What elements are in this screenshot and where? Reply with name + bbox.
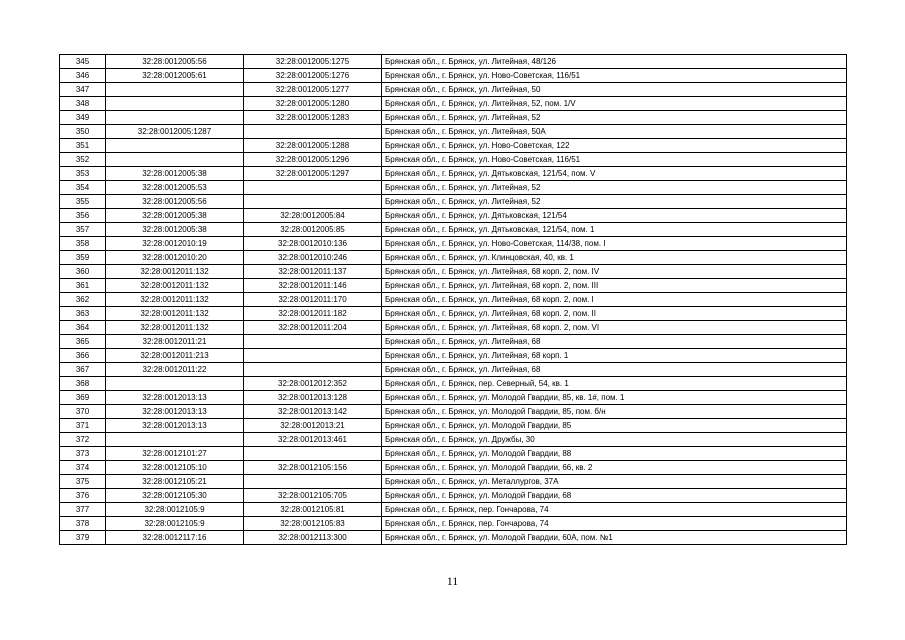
object-cadastral-number-cell: 32:28:0012010:246	[244, 251, 382, 265]
object-cadastral-number-cell	[244, 475, 382, 489]
land-cadastral-number-cell: 32:28:0012101:27	[106, 447, 244, 461]
land-cadastral-number-cell	[106, 83, 244, 97]
land-cadastral-number-cell: 32:28:0012105:10	[106, 461, 244, 475]
table-row	[60, 181, 847, 195]
row-number-cell: 378	[60, 517, 106, 531]
table-row	[60, 405, 847, 419]
address-cell: Брянская обл., г. Брянск, ул. Молодой Гвардии, 85, кв. 1#, пом. 1	[382, 391, 847, 405]
page-number: 11	[446, 574, 459, 588]
address-cell: Брянская обл., г. Брянск, ул. Литейная, 50А	[382, 125, 847, 139]
table-row	[60, 251, 847, 265]
land-cadastral-number-cell: 32:28:0012117:16	[106, 531, 244, 545]
row-number-cell: 368	[60, 377, 106, 391]
row-number-cell: 345	[60, 55, 106, 69]
land-cadastral-number-cell: 32:28:0012005:38	[106, 167, 244, 181]
table-row	[60, 349, 847, 363]
land-cadastral-number-cell: 32:28:0012011:21	[106, 335, 244, 349]
row-number-cell: 357	[60, 223, 106, 237]
object-cadastral-number-cell: 32:28:0012013:142	[244, 405, 382, 419]
table-row	[60, 461, 847, 475]
row-number-cell: 351	[60, 139, 106, 153]
address-cell: Брянская обл., г. Брянск, ул. Молодой Гвардии, 85, пом. б/н	[382, 405, 847, 419]
table-row	[60, 69, 847, 83]
row-number-cell: 362	[60, 293, 106, 307]
address-cell: Брянская обл., г. Брянск, ул. Ново-Советская, 116/51	[382, 69, 847, 83]
object-cadastral-number-cell: 32:28:0012005:1296	[244, 153, 382, 167]
row-number-cell: 356	[60, 209, 106, 223]
land-cadastral-number-cell: 32:28:0012005:53	[106, 181, 244, 195]
table-row	[60, 237, 847, 251]
object-cadastral-number-cell: 32:28:0012011:137	[244, 265, 382, 279]
row-number-cell: 355	[60, 195, 106, 209]
object-cadastral-number-cell: 32:28:0012011:182	[244, 307, 382, 321]
object-cadastral-number-cell	[244, 181, 382, 195]
object-cadastral-number-cell	[244, 363, 382, 377]
address-cell: Брянская обл., г. Брянск, ул. Ново-Советская, 116/51	[382, 153, 847, 167]
row-number-cell: 371	[60, 419, 106, 433]
object-cadastral-number-cell: 32:28:0012010:136	[244, 237, 382, 251]
table-row	[60, 363, 847, 377]
table-row	[60, 223, 847, 237]
object-cadastral-number-cell: 32:28:0012105:156	[244, 461, 382, 475]
address-cell: Брянская обл., г. Брянск, ул. Ново-Советская, 114/38, пом. I	[382, 237, 847, 251]
row-number-cell: 374	[60, 461, 106, 475]
address-cell: Брянская обл., г. Брянск, ул. Дятьковская, 121/54, пом. V	[382, 167, 847, 181]
land-cadastral-number-cell: 32:28:0012005:56	[106, 195, 244, 209]
land-cadastral-number-cell	[106, 153, 244, 167]
object-cadastral-number-cell: 32:28:0012113:300	[244, 531, 382, 545]
land-cadastral-number-cell: 32:28:0012005:1287	[106, 125, 244, 139]
land-cadastral-number-cell: 32:28:0012011:132	[106, 307, 244, 321]
row-number-cell: 377	[60, 503, 106, 517]
row-number-cell: 361	[60, 279, 106, 293]
table-row	[60, 419, 847, 433]
address-cell: Брянская обл., г. Брянск, пер. Гончарова, 74	[382, 517, 847, 531]
row-number-cell: 346	[60, 69, 106, 83]
object-cadastral-number-cell: 32:28:0012013:21	[244, 419, 382, 433]
registry-table-body	[60, 55, 847, 545]
table-row	[60, 321, 847, 335]
table-row	[60, 139, 847, 153]
row-number-cell: 376	[60, 489, 106, 503]
table-row	[60, 97, 847, 111]
address-cell: Брянская обл., г. Брянск, ул. Литейная, 48/126	[382, 55, 847, 69]
row-number-cell: 375	[60, 475, 106, 489]
table-row	[60, 167, 847, 181]
row-number-cell: 348	[60, 97, 106, 111]
object-cadastral-number-cell: 32:28:0012012:352	[244, 377, 382, 391]
address-cell: Брянская обл., г. Брянск, пер. Гончарова, 74	[382, 503, 847, 517]
land-cadastral-number-cell: 32:28:0012005:38	[106, 223, 244, 237]
row-number-cell: 352	[60, 153, 106, 167]
table-row	[60, 475, 847, 489]
object-cadastral-number-cell: 32:28:0012011:204	[244, 321, 382, 335]
land-cadastral-number-cell: 32:28:0012105:9	[106, 503, 244, 517]
table-row	[60, 503, 847, 517]
table-row	[60, 377, 847, 391]
row-number-cell: 358	[60, 237, 106, 251]
address-cell: Брянская обл., г. Брянск, ул. Литейная, 68 корп. 2, пом. I	[382, 293, 847, 307]
object-cadastral-number-cell: 32:28:0012005:1280	[244, 97, 382, 111]
property-registry-table	[59, 54, 847, 545]
address-cell: Брянская обл., г. Брянск, ул. Молодой Гвардии, 85	[382, 419, 847, 433]
row-number-cell: 360	[60, 265, 106, 279]
object-cadastral-number-cell: 32:28:0012005:1288	[244, 139, 382, 153]
land-cadastral-number-cell: 32:28:0012010:19	[106, 237, 244, 251]
address-cell: Брянская обл., г. Брянск, ул. Молодой Гвардии, 88	[382, 447, 847, 461]
land-cadastral-number-cell	[106, 97, 244, 111]
table-row	[60, 279, 847, 293]
land-cadastral-number-cell: 32:28:0012013:13	[106, 419, 244, 433]
table-row	[60, 307, 847, 321]
object-cadastral-number-cell: 32:28:0012005:1283	[244, 111, 382, 125]
land-cadastral-number-cell	[106, 139, 244, 153]
table-row	[60, 153, 847, 167]
address-cell: Брянская обл., г. Брянск, ул. Литейная, 52	[382, 111, 847, 125]
object-cadastral-number-cell	[244, 335, 382, 349]
object-cadastral-number-cell: 32:28:0012011:170	[244, 293, 382, 307]
address-cell: Брянская обл., г. Брянск, ул. Молодой Гвардии, 60А, пом. №1	[382, 531, 847, 545]
address-cell: Брянская обл., г. Брянск, ул. Литейная, 52, пом. 1/V	[382, 97, 847, 111]
object-cadastral-number-cell	[244, 125, 382, 139]
object-cadastral-number-cell: 32:28:0012011:146	[244, 279, 382, 293]
land-cadastral-number-cell: 32:28:0012011:132	[106, 279, 244, 293]
address-cell: Брянская обл., г. Брянск, ул. Литейная, 52	[382, 181, 847, 195]
land-cadastral-number-cell: 32:28:0012011:132	[106, 321, 244, 335]
address-cell: Брянская обл., г. Брянск, ул. Литейная, 52	[382, 195, 847, 209]
land-cadastral-number-cell: 32:28:0012105:9	[106, 517, 244, 531]
object-cadastral-number-cell: 32:28:0012005:1276	[244, 69, 382, 83]
table-row	[60, 391, 847, 405]
land-cadastral-number-cell	[106, 111, 244, 125]
address-cell: Брянская обл., г. Брянск, ул. Ново-Советская, 122	[382, 139, 847, 153]
row-number-cell: 359	[60, 251, 106, 265]
row-number-cell: 349	[60, 111, 106, 125]
row-number-cell: 365	[60, 335, 106, 349]
land-cadastral-number-cell: 32:28:0012011:22	[106, 363, 244, 377]
table-row	[60, 447, 847, 461]
land-cadastral-number-cell: 32:28:0012105:21	[106, 475, 244, 489]
land-cadastral-number-cell: 32:28:0012011:213	[106, 349, 244, 363]
object-cadastral-number-cell: 32:28:0012005:1277	[244, 83, 382, 97]
row-number-cell: 372	[60, 433, 106, 447]
land-cadastral-number-cell: 32:28:0012013:13	[106, 405, 244, 419]
land-cadastral-number-cell: 32:28:0012011:132	[106, 265, 244, 279]
table-row	[60, 531, 847, 545]
row-number-cell: 350	[60, 125, 106, 139]
address-cell: Брянская обл., г. Брянск, ул. Молодой Гвардии, 66, кв. 2	[382, 461, 847, 475]
address-cell: Брянская обл., г. Брянск, ул. Литейная, 68 корп. 1	[382, 349, 847, 363]
address-cell: Брянская обл., г. Брянск, ул. Дятьковская, 121/54	[382, 209, 847, 223]
address-cell: Брянская обл., г. Брянск, ул. Литейная, 68 корп. 2, пом. IV	[382, 265, 847, 279]
row-number-cell: 353	[60, 167, 106, 181]
row-number-cell: 364	[60, 321, 106, 335]
row-number-cell: 354	[60, 181, 106, 195]
address-cell: Брянская обл., г. Брянск, ул. Клинцовская, 40, кв. 1	[382, 251, 847, 265]
row-number-cell: 369	[60, 391, 106, 405]
address-cell: Брянская обл., г. Брянск, ул. Литейная, 50	[382, 83, 847, 97]
row-number-cell: 379	[60, 531, 106, 545]
address-cell: Брянская обл., г. Брянск, пер. Северный, 54, кв. 1	[382, 377, 847, 391]
address-cell: Брянская обл., г. Брянск, ул. Металлургов, 37А	[382, 475, 847, 489]
object-cadastral-number-cell: 32:28:0012005:1275	[244, 55, 382, 69]
address-cell: Брянская обл., г. Брянск, ул. Литейная, 68 корп. 2, пом. VI	[382, 321, 847, 335]
object-cadastral-number-cell: 32:28:0012013:461	[244, 433, 382, 447]
land-cadastral-number-cell: 32:28:0012010:20	[106, 251, 244, 265]
land-cadastral-number-cell: 32:28:0012105:30	[106, 489, 244, 503]
address-cell: Брянская обл., г. Брянск, ул. Дятьковская, 121/54, пом. 1	[382, 223, 847, 237]
row-number-cell: 370	[60, 405, 106, 419]
row-number-cell: 367	[60, 363, 106, 377]
row-number-cell: 363	[60, 307, 106, 321]
land-cadastral-number-cell	[106, 377, 244, 391]
object-cadastral-number-cell: 32:28:0012005:85	[244, 223, 382, 237]
table-row	[60, 111, 847, 125]
table-row	[60, 83, 847, 97]
object-cadastral-number-cell: 32:28:0012105:81	[244, 503, 382, 517]
land-cadastral-number-cell: 32:28:0012005:61	[106, 69, 244, 83]
address-cell: Брянская обл., г. Брянск, ул. Литейная, 68	[382, 363, 847, 377]
object-cadastral-number-cell: 32:28:0012005:1297	[244, 167, 382, 181]
table-row	[60, 293, 847, 307]
table-row	[60, 335, 847, 349]
row-number-cell: 347	[60, 83, 106, 97]
land-cadastral-number-cell	[106, 433, 244, 447]
address-cell: Брянская обл., г. Брянск, ул. Литейная, 68 корп. 2, пом. III	[382, 279, 847, 293]
object-cadastral-number-cell: 32:28:0012005:84	[244, 209, 382, 223]
object-cadastral-number-cell: 32:28:0012105:83	[244, 517, 382, 531]
table-row	[60, 489, 847, 503]
table-row	[60, 125, 847, 139]
land-cadastral-number-cell: 32:28:0012013:13	[106, 391, 244, 405]
object-cadastral-number-cell	[244, 349, 382, 363]
row-number-cell: 373	[60, 447, 106, 461]
table-row	[60, 55, 847, 69]
table-row	[60, 195, 847, 209]
object-cadastral-number-cell	[244, 195, 382, 209]
address-cell: Брянская обл., г. Брянск, ул. Дружбы, 30	[382, 433, 847, 447]
object-cadastral-number-cell: 32:28:0012105:705	[244, 489, 382, 503]
land-cadastral-number-cell: 32:28:0012005:56	[106, 55, 244, 69]
row-number-cell: 366	[60, 349, 106, 363]
object-cadastral-number-cell	[244, 447, 382, 461]
table-row	[60, 209, 847, 223]
address-cell: Брянская обл., г. Брянск, ул. Молодой Гвардии, 68	[382, 489, 847, 503]
address-cell: Брянская обл., г. Брянск, ул. Литейная, 68 корп. 2, пом. II	[382, 307, 847, 321]
object-cadastral-number-cell: 32:28:0012013:128	[244, 391, 382, 405]
table-row	[60, 517, 847, 531]
land-cadastral-number-cell: 32:28:0012011:132	[106, 293, 244, 307]
table-row	[60, 433, 847, 447]
address-cell: Брянская обл., г. Брянск, ул. Литейная, 68	[382, 335, 847, 349]
land-cadastral-number-cell: 32:28:0012005:38	[106, 209, 244, 223]
table-row	[60, 265, 847, 279]
